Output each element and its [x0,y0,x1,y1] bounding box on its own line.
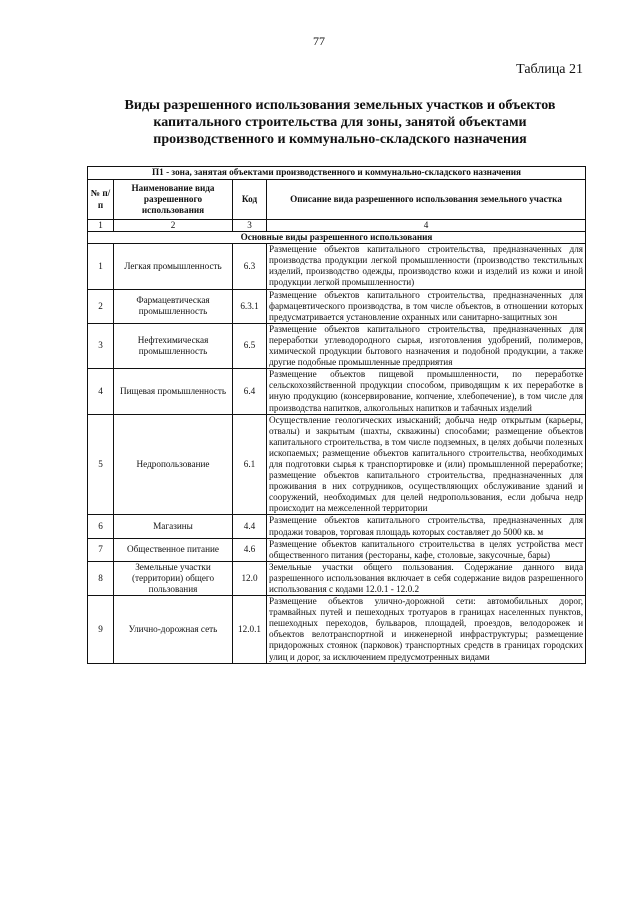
row-number: 4 [88,369,114,414]
use-description: Размещение объектов капитального строительства, предназначенных для переработки углеводородного сырья, изготовления удобрений, полимеров, химической продукции бытового назначения и подобной продукции, а также другие подобные промышленные предприятия [267,323,586,368]
title-line: Виды разрешенного использования земельных участков и объектов [124,98,556,113]
table-row [88,596,586,664]
column-number: 1 [88,220,114,232]
use-description: Земельные участки общего пользования. Содержание данного вида разрешенного использования включает в себя содержание видов разрешенного использования с кодами 12.0.1 - 12.0.2 [267,561,586,595]
column-number: 2 [114,220,233,232]
use-description: Размещение объектов капитального строительства, предназначенных для фармацевтического производства, в том числе объектов, в отношении которых предусматривается установление охранных или санитарно-защитных зон [267,289,586,323]
row-number: 6 [88,515,114,538]
table-row [88,369,586,414]
section-title: Основные виды разрешенного использования [88,232,586,244]
column-number: 3 [233,220,267,232]
use-code: 6.5 [233,323,267,368]
document-title [90,97,590,148]
use-description: Осуществление геологических изысканий; добыча недр открытым (карьеры, отвалы) и закрытым (шахты, скважины) способами; размещение объектов капитального строительства, в том числе подземных, в целях добычи полезных ископаемых; размещение объектов капитального строительства, необходимых для подготовки сырья к транспортировке и (или) промышленной переработке; размещение объектов капитального строительства, предназначенных для проживания в них сотрудников, осуществляющих обслуживание зданий и сооружений, необходимых для целей недропользования, если добыча недр происходит на межселенной территории [267,414,586,515]
use-code: 6.3 [233,244,267,289]
row-number: 7 [88,538,114,561]
use-code: 12.0.1 [233,596,267,664]
row-number: 8 [88,561,114,595]
use-description: Размещение объектов пищевой промышленности, по переработке сельскохозяйственной продукции способом, приводящим к их переработке в иную продукцию (консервирование, копчение, хлебопечение), в том числе для производства напитков, алкогольных напитков и табачных изделий [267,369,586,414]
table-row [88,323,586,368]
header-code: Код [233,180,267,220]
use-description: Размещение объектов капитального строительства, предназначенных для продажи товаров, торговая площадь которых составляет до 5000 кв. м [267,515,586,538]
land-use-table [87,166,586,664]
title-line: капитального строительства для зоны, занятой объектами [153,115,527,130]
use-name: Нефтехимическая промышленность [114,323,233,368]
use-name: Общественное питание [114,538,233,561]
use-name: Недропользование [114,414,233,515]
header-name: Наименование вида разрешенного использования [114,180,233,220]
header-num: № п/п [88,180,114,220]
use-code: 6.1 [233,414,267,515]
column-number: 4 [267,220,586,232]
use-name: Магазины [114,515,233,538]
row-number: 9 [88,596,114,664]
use-description: Размещение объектов улично-дорожной сети: автомобильных дорог, трамвайных путей и пешеходных тротуаров в границах населенных пунктов, пешеходных переходов, бульваров, площадей, проездов, велодорожек и объектов велотранспортной и инженерной инфраструктуры; размещение придорожных стоянок (парковок) транспортных средств в границах городских улиц и дорог, за исключением предусмотренных видами [267,596,586,664]
header-desc: Описание вида разрешенного использования земельного участка [267,180,586,220]
row-number: 5 [88,414,114,515]
table-row [88,538,586,561]
use-code: 6.4 [233,369,267,414]
use-name: Улично-дорожная сеть [114,596,233,664]
table-row [88,244,586,289]
table-row [88,561,586,595]
row-number: 3 [88,323,114,368]
use-description: Размещение объектов капитального строительства, предназначенных для производства продукции легкой промышленности (производство текстильных изделий, производство одежды, производство кожи и изделий из кожи и иной продукции легкой промышленности) [267,244,586,289]
use-code: 12.0 [233,561,267,595]
use-code: 4.6 [233,538,267,561]
table-row [88,515,586,538]
use-code: 6.3.1 [233,289,267,323]
zone-title: П1 - зона, занятая объектами производственного и коммунально-складского назначения [88,167,586,180]
use-code: 4.4 [233,515,267,538]
table-row [88,289,586,323]
table-row [88,414,586,515]
use-name: Легкая промышленность [114,244,233,289]
page-number: 77 [313,34,325,48]
row-number: 1 [88,244,114,289]
use-name: Фармацевтическая промышленность [114,289,233,323]
row-number: 2 [88,289,114,323]
use-name: Пищевая промышленность [114,369,233,414]
table-label: Таблица 21 [516,62,583,77]
title-line: производственного и коммунально-складского назначения [153,132,527,147]
use-description: Размещение объектов капитального строительства в целях устройства мест общественного питания (рестораны, кафе, столовые, закусочные, бары) [267,538,586,561]
use-name: Земельные участки (территории) общего пользования [114,561,233,595]
